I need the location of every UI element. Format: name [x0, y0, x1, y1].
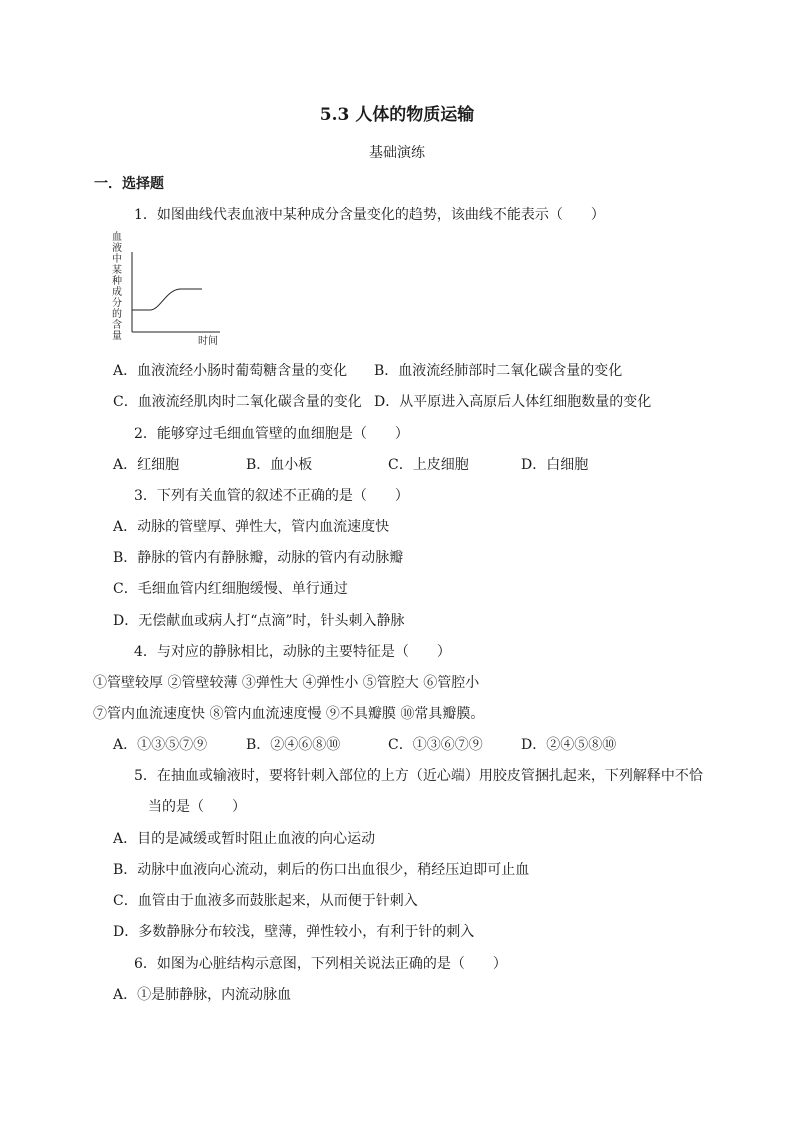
question-2-stem: 2．能够穿过毛细血管壁的血细胞是（ ） [134, 426, 409, 442]
page-subtitle: 基础演练 [369, 145, 425, 161]
question-3-option-b[interactable]: B．静脉的管内有静脉瓣，动脉的管内有动脉瓣 [113, 550, 404, 566]
question-4-features-line-2: ⑦管内血流速度快 ⑧管内血流速度慢 ⑨不具瓣膜 ⑩常具瓣膜。 [93, 706, 485, 722]
question-2-option-a[interactable]: A．红细胞 [113, 457, 180, 473]
question-3-stem: 3．下列有关血管的叙述不正确的是（ ） [134, 488, 409, 504]
question-6-stem: 6．如图为心脏结构示意图，下列相关说法正确的是（ ） [134, 956, 507, 972]
question-1-figure [108, 232, 228, 350]
question-2-option-d[interactable]: D．白细胞 [521, 457, 589, 473]
question-1-option-b[interactable]: B．血液流经肺部时二氧化碳含量的变化 [374, 363, 623, 379]
y-label-char: 含 [112, 320, 122, 331]
question-6-option-a[interactable]: A．①是肺静脉，内流动脉血 [113, 987, 292, 1003]
question-4-features-line-1: ①管壁较厚 ②管壁较薄 ③弹性大 ④弹性小 ⑤管腔大 ⑥管腔小 [93, 675, 480, 691]
y-label-char: 成 [112, 287, 122, 298]
question-5-option-a[interactable]: A．目的是减缓或暂时阻止血液的向心运动 [113, 831, 376, 847]
question-5-stem-line-2: 当的是（ ） [148, 799, 246, 815]
question-1-option-c[interactable]: C．血液流经肌肉时二氧化碳含量的变化 [113, 394, 362, 410]
question-4-option-d[interactable]: D．②④⑤⑧⑩ [521, 737, 617, 753]
y-label-char: 的 [112, 309, 122, 320]
question-2-option-b[interactable]: B．血小板 [246, 457, 313, 473]
question-1-stem: 1．如图曲线代表血液中某种成分含量变化的趋势，该曲线不能表示（ ） [134, 207, 605, 223]
trend-curve [132, 289, 202, 310]
question-5-stem-line-1: 5．在抽血或输液时，要将针刺入部位的上方（近心端）用胶皮管捆扎起来，下列解释中不恰 [134, 768, 703, 784]
question-4-option-b[interactable]: B．②④⑥⑧⑩ [246, 737, 341, 753]
question-5-option-c[interactable]: C．血管由于血液多而鼓胀起来，从而便于针刺入 [113, 893, 418, 909]
section-heading: 一．选择题 [94, 176, 164, 192]
y-label-char: 中 [112, 254, 122, 265]
y-label-char: 分 [112, 298, 122, 309]
question-4-option-c[interactable]: C．①③⑥⑦⑨ [388, 737, 483, 753]
question-4-stem: 4．与对应的静脉相比，动脉的主要特征是（ ） [134, 644, 451, 660]
y-label-char: 种 [112, 276, 122, 287]
question-5-option-d[interactable]: D．多数静脉分布较浅，壁薄，弹性较小，有利于针的刺入 [113, 924, 475, 940]
question-4-option-a[interactable]: A．①③⑤⑦⑨ [113, 737, 208, 753]
y-label-char: 液 [112, 243, 122, 254]
question-3-option-d[interactable]: D．无偿献血或病人打“点滴”时，针头刺入静脉 [113, 613, 405, 629]
y-label-char: 量 [112, 331, 122, 342]
page-title: 5.3 人体的物质运输 [319, 105, 475, 125]
question-5-option-b[interactable]: B．动脉中血液向心流动，刺后的伤口出血很少，稍经压迫即可止血 [113, 862, 530, 878]
trend-curve-plot [108, 232, 228, 350]
question-3-option-a[interactable]: A．动脉的管壁厚、弹性大，管内血流速度快 [113, 519, 390, 535]
y-label-char: 某 [112, 265, 122, 276]
y-label-char: 血 [112, 232, 122, 243]
figure-x-axis-label: 时间 [198, 336, 218, 347]
question-1-option-a[interactable]: A．血液流经小肠时葡萄糖含量的变化 [113, 363, 348, 379]
question-1-option-d[interactable]: D．从平原进入高原后人体红细胞数量的变化 [374, 394, 652, 410]
question-3-option-c[interactable]: C．毛细血管内红细胞缓慢、单行通过 [113, 581, 348, 597]
question-2-option-c[interactable]: C．上皮细胞 [388, 457, 469, 473]
